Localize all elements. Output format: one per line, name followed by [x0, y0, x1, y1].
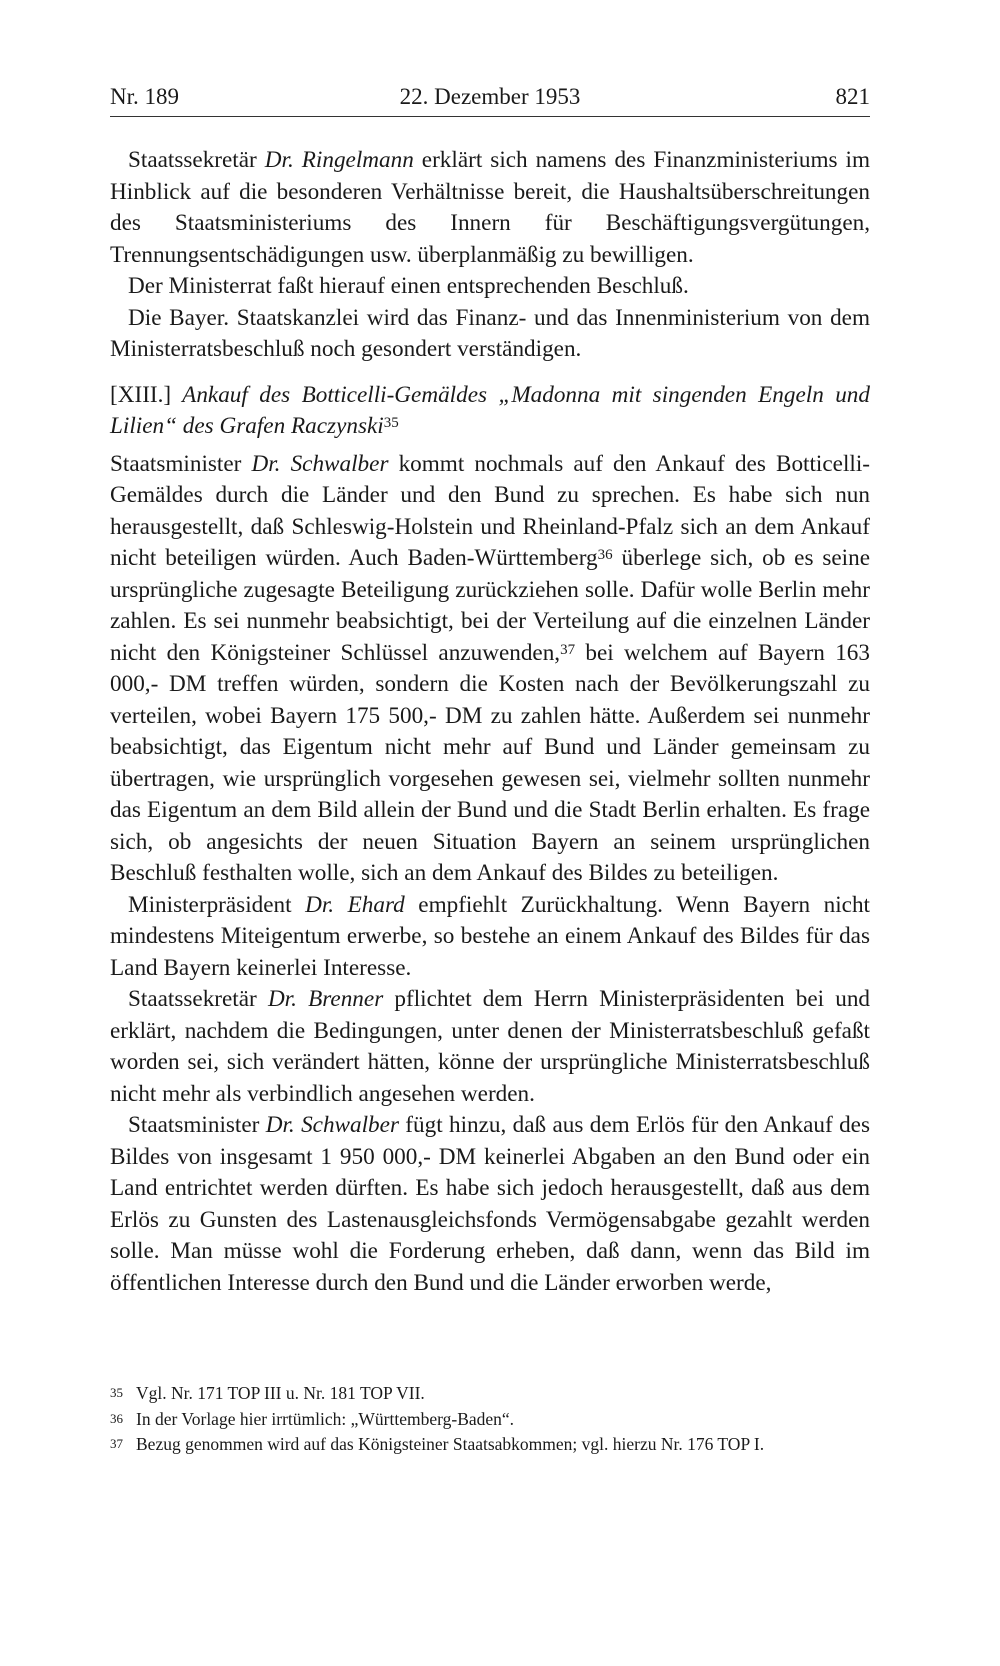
footnote: [110, 1432, 870, 1458]
footnote: [110, 1381, 870, 1407]
agenda-item-title: Ankauf des Botticelli-Gemäldes „Madonna mit singenden Engeln und Lilien“ des Grafen Raczynski: [110, 381, 870, 439]
footnote-ref: 37: [560, 641, 576, 658]
text-run: überlege sich, ob es seine ursprüngliche zugesagte Beteiligung zurückziehen solle. Dafür wolle Berlin mehr zahlen. Es sei nunmehr beabsichtigt, bei der Verteilung auf die einzelnen Länder nicht den Königsteiner Schlüssel anzuwenden,: [110, 545, 870, 666]
paragraph: [110, 890, 870, 985]
footnotes: [110, 1381, 870, 1458]
text-run: Staatsminister: [128, 1112, 266, 1138]
footnote-text: Vgl. Nr. 171 TOP III u. Nr. 181 TOP VII.: [136, 1383, 425, 1403]
text-run: kommt nochmals auf den Ankauf des Botticelli-Gemäldes durch die Länder und den Bund zu sprechen. Es habe sich nun herausgestellt, daß Schleswig-Holstein und Rheinland-Pfalz sich an dem Ankauf nicht beteiligen würden. Auch Baden-Württemberg: [110, 450, 870, 571]
running-header: [110, 78, 870, 117]
speaker-name: Dr. Ringelmann: [264, 147, 414, 173]
main-text: [110, 145, 870, 1299]
text-run: Staatsminister: [110, 450, 252, 477]
agenda-item-heading: [110, 380, 870, 443]
footnote-number: 37: [110, 1436, 123, 1451]
text-run: erklärt sich namens des Finanzministeriums im Hinblick auf die besonderen Verhältnisse bereit, die Haushaltsüberschreitungen des Staatsministeriums des Innern für Beschäftigungsvergütungen, Trennungsentschädigungen usw. überplanmäßig zu bewilligen.: [110, 147, 871, 268]
header-date: 22. Dezember 1953: [399, 84, 581, 109]
text-run: pflichtet dem Herrn Ministerpräsidenten bei und erklärt, nachdem die Bedingungen, unter denen der Ministerratsbeschluß gefaßt worden sei, sich verändert hätten, könne der ursprüngliche Ministerratsbeschluß nicht mehr als verbindlich angesehen werden.: [110, 986, 871, 1107]
paragraph: [110, 145, 870, 271]
document-number: Nr. 189: [110, 84, 179, 109]
text-run: fügt hinzu, daß aus dem Erlös für den Ankauf des Bildes von insgesamt 1 950 000,- DM keinerlei Abgaben an den Bund oder ein Land entrichtet werden dürften. Es habe sich jedoch herausgestellt, daß aus dem Erlös zu Gunsten des Lastenausgleichsfonds Vermögensabgabe gezahlt werden solle. Man müsse wohl die Forderung erheben, daß dann, wenn das Bild im öffentlichen Interesse durch den Bund und die Länder erworben werde,: [110, 1112, 870, 1296]
text-run: Ministerpräsident: [128, 891, 306, 918]
footnote: [110, 1407, 870, 1433]
footnote-number: 36: [110, 1410, 123, 1426]
page-number: 821: [835, 84, 870, 109]
footnote-text: Bezug genommen wird auf das Königsteiner Staatsabkommen; vgl. hierzu Nr. 176 TOP I.: [136, 1434, 765, 1454]
speaker-name: Dr. Ehard: [305, 891, 405, 918]
speaker-name: Dr. Schwalber: [251, 450, 389, 477]
paragraph: Der Ministerrat faßt hierauf einen entsprechenden Beschluß.: [128, 273, 689, 299]
text-run: empfiehlt Zurückhaltung. Wenn Bayern nicht mindestens Miteigentum erwerbe, so bestehe an einem Ankauf des Bildes für das Land Bayern keinerlei Interesse.: [110, 891, 870, 981]
text-run: Staatssekretär: [128, 986, 268, 1012]
paragraph: [110, 1110, 870, 1299]
footnote-ref: 36: [597, 547, 613, 563]
speaker-name: Dr. Brenner: [267, 986, 384, 1012]
footnote-ref: 35: [383, 415, 399, 431]
agenda-item-number: [XIII.]: [110, 381, 172, 408]
text-run: Staatssekretär: [128, 147, 265, 173]
paragraph: [110, 984, 870, 1110]
paragraph: [110, 449, 870, 890]
footnote-text: In der Vorlage hier irrtümlich: „Württemberg-Baden“.: [136, 1408, 515, 1429]
page: [110, 78, 870, 1299]
speaker-name: Dr. Schwalber: [265, 1112, 399, 1138]
footnote-number: 35: [110, 1385, 123, 1400]
paragraph: Die Bayer. Staatskanzlei wird das Finanz- und das Innenministerium von dem Ministerratsbeschluß noch gesondert verständigen.: [110, 304, 870, 362]
text-run: bei welchem auf Bayern 163 000,- DM treffen würden, sondern die Kosten nach der Bevölkerungszahl zu verteilen, wobei Bayern 175 500,- DM zu zahlen hätte. Außerdem sei nunmehr beabsichtigt, das Eigentum nicht mehr auf Bund und Länder gemeinsam zu übertragen, wie ursprünglich vorgesehen gewesen sei, vielmehr sollten nunmehr das Eigentum an dem Bild allein der Bund und die Stadt Berlin erhalten. Es frage sich, ob angesichts der neuen Situation Bayern an seinem ursprünglichen Beschluß festhalten wolle, sich an dem Ankauf des Bildes zu beteiligen.: [110, 639, 870, 886]
